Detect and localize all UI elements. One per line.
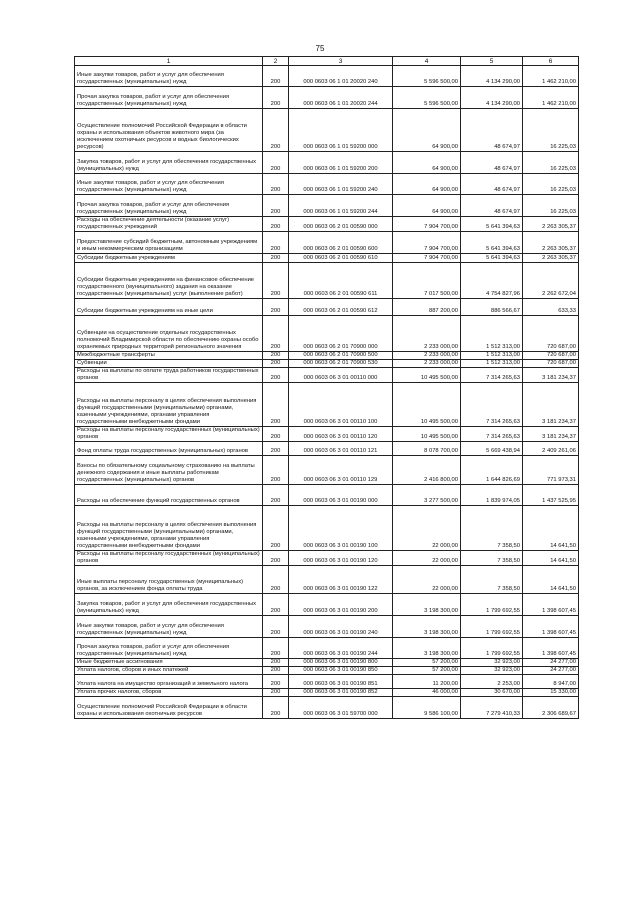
row-budget-code-cell: 000 0603 06 2 01 70900 000	[289, 316, 393, 352]
row-name-cell: Расходы на выплаты персоналу государственных (муниципальных) органов	[75, 427, 263, 442]
row-approved-cell: 10 495 500,00	[393, 427, 461, 442]
row-executed-cell: 7 358,50	[461, 551, 523, 566]
row-line-code-cell: 200	[263, 667, 289, 675]
row-approved-cell: 2 233 000,00	[393, 352, 461, 360]
row-budget-code-cell: 000 0603 06 3 01 00190 122	[289, 566, 393, 594]
row-executed-cell: 4 134 290,00	[461, 87, 523, 109]
row-budget-code-cell: 000 0603 06 3 01 00110 000	[289, 368, 393, 383]
row-name-cell: Расходы на выплаты персоналу в целях обеспечения выполнения функций государственными (муниципальными) органами, казенными учреждениями, органами управления государственными внебюджетными фондами	[75, 383, 263, 427]
table-row	[75, 254, 579, 263]
row-name-cell: Субвенции на осуществление отдельных государственных полномочий Владимирской области по обеспечению охраны особо охраняемых природных территорий регионального значения	[75, 316, 263, 352]
row-approved-cell: 46 000,00	[393, 689, 461, 697]
row-executed-cell: 48 674,97	[461, 152, 523, 174]
row-name-cell: Уплата налога на имущество организаций и земельного налога	[75, 675, 263, 689]
row-executed-cell: 1 839 974,05	[461, 485, 523, 506]
row-executed-cell: 7 358,50	[461, 566, 523, 594]
row-approved-cell: 10 495 500,00	[393, 383, 461, 427]
row-line-code-cell: 200	[263, 659, 289, 667]
row-name-cell: Расходы на выплаты персоналу государственных (муниципальных) органов	[75, 551, 263, 566]
row-name-cell: Расходы на обеспечение функций государственных органов	[75, 485, 263, 506]
table-row	[75, 616, 579, 638]
table-body	[75, 57, 579, 719]
row-budget-code-cell: 000 0603 06 3 01 00110 120	[289, 427, 393, 442]
row-budget-code-cell: 000 0603 06 3 01 00190 851	[289, 675, 393, 689]
row-line-code-cell: 200	[263, 360, 289, 368]
row-budget-code-cell: 000 0603 06 1 01 20020 244	[289, 87, 393, 109]
row-line-code-cell: 200	[263, 616, 289, 638]
header-cell: 2	[263, 57, 289, 66]
row-line-code-cell: 200	[263, 174, 289, 195]
row-line-code-cell: 200	[263, 383, 289, 427]
row-budget-code-cell: 000 0603 06 2 01 00590 610	[289, 254, 393, 263]
table-row	[75, 299, 579, 316]
row-line-code-cell: 200	[263, 66, 289, 87]
row-line-code-cell: 200	[263, 442, 289, 456]
row-unexecuted-cell: 15 330,00	[523, 689, 579, 697]
row-unexecuted-cell: 2 306 689,67	[523, 697, 579, 719]
row-unexecuted-cell: 14 641,50	[523, 506, 579, 551]
table-row	[75, 442, 579, 456]
row-executed-cell: 4 754 827,96	[461, 263, 523, 299]
row-budget-code-cell: 000 0603 06 2 01 00590 600	[289, 232, 393, 254]
table-row	[75, 689, 579, 697]
row-unexecuted-cell: 1 437 525,95	[523, 485, 579, 506]
row-budget-code-cell: 000 0603 06 2 01 00590 612	[289, 299, 393, 316]
row-unexecuted-cell: 720 687,00	[523, 352, 579, 360]
row-unexecuted-cell: 1 398 607,45	[523, 594, 579, 616]
row-budget-code-cell: 000 0603 06 2 01 70900 500	[289, 352, 393, 360]
table-row	[75, 232, 579, 254]
row-executed-cell: 5 669 438,94	[461, 442, 523, 456]
row-line-code-cell: 200	[263, 352, 289, 360]
row-budget-code-cell: 000 0603 06 2 01 00590 000	[289, 217, 393, 232]
row-name-cell: Фонд оплаты труда государственных (муниципальных) органов	[75, 442, 263, 456]
row-name-cell: Предоставление субсидий бюджетным, автономным учреждениям и иным некоммерческим организациям	[75, 232, 263, 254]
row-executed-cell: 1 512 313,00	[461, 360, 523, 368]
row-budget-code-cell: 000 0603 06 3 01 00190 244	[289, 638, 393, 659]
row-budget-code-cell: 000 0603 06 1 01 59200 000	[289, 109, 393, 152]
row-name-cell: Прочая закупка товаров, работ и услуг для обеспечения государственных (муниципальных) нужд	[75, 195, 263, 217]
row-executed-cell: 7 314 265,63	[461, 368, 523, 383]
row-line-code-cell: 200	[263, 263, 289, 299]
row-line-code-cell: 200	[263, 152, 289, 174]
row-approved-cell: 7 904 700,00	[393, 254, 461, 263]
row-line-code-cell: 200	[263, 456, 289, 485]
table-row	[75, 195, 579, 217]
row-name-cell: Иные закупки товаров, работ и услуг для обеспечения государственных (муниципальных) нужд	[75, 616, 263, 638]
row-approved-cell: 3 198 300,00	[393, 594, 461, 616]
row-unexecuted-cell: 720 687,00	[523, 360, 579, 368]
row-approved-cell: 2 233 000,00	[393, 316, 461, 352]
row-executed-cell: 1 512 313,00	[461, 352, 523, 360]
row-name-cell: Осуществление полномочий Российской Федерации в области охраны и использования объектов животного мира (за исключением охотничьих ресурсов и водных биологических ресурсов)	[75, 109, 263, 152]
row-executed-cell: 1 512 313,00	[461, 316, 523, 352]
row-approved-cell: 22 000,00	[393, 506, 461, 551]
table-row	[75, 659, 579, 667]
row-line-code-cell: 200	[263, 368, 289, 383]
row-unexecuted-cell: 2 409 261,06	[523, 442, 579, 456]
table-row	[75, 594, 579, 616]
row-unexecuted-cell: 16 225,03	[523, 195, 579, 217]
row-approved-cell: 8 078 700,00	[393, 442, 461, 456]
row-executed-cell: 1 799 692,55	[461, 616, 523, 638]
row-approved-cell: 64 900,00	[393, 109, 461, 152]
row-budget-code-cell: 000 0603 06 3 01 00190 100	[289, 506, 393, 551]
row-unexecuted-cell: 3 181 234,37	[523, 427, 579, 442]
row-executed-cell: 1 799 692,55	[461, 594, 523, 616]
row-executed-cell: 5 641 394,63	[461, 217, 523, 232]
row-name-cell: Прочая закупка товаров, работ и услуг для обеспечения государственных (муниципальных) нужд	[75, 87, 263, 109]
row-executed-cell: 7 358,50	[461, 506, 523, 551]
row-approved-cell: 7 017 500,00	[393, 263, 461, 299]
row-unexecuted-cell: 14 641,50	[523, 566, 579, 594]
table-row	[75, 152, 579, 174]
row-name-cell: Расходы на обеспечение деятельности (оказание услуг) государственных учреждений	[75, 217, 263, 232]
row-budget-code-cell: 000 0603 06 3 01 00190 200	[289, 594, 393, 616]
table-row	[75, 217, 579, 232]
row-name-cell: Осуществление полномочий Российской Федерации в области охраны и использования охотничьих ресурсов	[75, 697, 263, 719]
header-cell: 3	[289, 57, 393, 66]
row-executed-cell: 4 134 290,00	[461, 66, 523, 87]
row-approved-cell: 3 198 300,00	[393, 638, 461, 659]
table-row	[75, 456, 579, 485]
row-unexecuted-cell: 1 462 210,00	[523, 66, 579, 87]
row-executed-cell: 5 641 394,63	[461, 232, 523, 254]
row-budget-code-cell: 000 0603 06 3 01 00190 850	[289, 667, 393, 675]
table-row	[75, 263, 579, 299]
row-unexecuted-cell: 2 263 305,37	[523, 254, 579, 263]
row-approved-cell: 3 198 300,00	[393, 616, 461, 638]
budget-execution-table	[74, 56, 579, 719]
row-name-cell: Взносы по обязательному социальному страхованию на выплаты денежного содержания и иные выплаты работникам государственных (муниципальных) органов	[75, 456, 263, 485]
row-approved-cell: 5 596 500,00	[393, 87, 461, 109]
table-row	[75, 427, 579, 442]
row-unexecuted-cell: 8 947,00	[523, 675, 579, 689]
row-unexecuted-cell: 633,33	[523, 299, 579, 316]
table-row	[75, 109, 579, 152]
row-unexecuted-cell: 2 262 672,04	[523, 263, 579, 299]
table-row	[75, 352, 579, 360]
row-approved-cell: 22 000,00	[393, 551, 461, 566]
row-approved-cell: 7 904 700,00	[393, 217, 461, 232]
row-unexecuted-cell: 16 225,03	[523, 152, 579, 174]
table-row	[75, 667, 579, 675]
row-budget-code-cell: 000 0603 06 1 01 59200 240	[289, 174, 393, 195]
row-unexecuted-cell: 3 181 234,37	[523, 383, 579, 427]
row-unexecuted-cell: 16 225,03	[523, 109, 579, 152]
row-line-code-cell: 200	[263, 316, 289, 352]
row-name-cell: Иные бюджетные ассигнования	[75, 659, 263, 667]
row-unexecuted-cell: 3 181 234,37	[523, 368, 579, 383]
row-name-cell: Иные закупки товаров, работ и услуг для обеспечения государственных (муниципальных) нужд	[75, 174, 263, 195]
header-cell: 1	[75, 57, 263, 66]
row-line-code-cell: 200	[263, 427, 289, 442]
row-approved-cell: 64 900,00	[393, 174, 461, 195]
row-unexecuted-cell: 14 641,50	[523, 551, 579, 566]
table-row	[75, 675, 579, 689]
row-unexecuted-cell: 771 973,31	[523, 456, 579, 485]
row-line-code-cell: 200	[263, 109, 289, 152]
row-budget-code-cell: 000 0603 06 1 01 59200 200	[289, 152, 393, 174]
row-approved-cell: 57 200,00	[393, 667, 461, 675]
row-executed-cell: 32 923,00	[461, 667, 523, 675]
row-budget-code-cell: 000 0603 06 3 01 00110 129	[289, 456, 393, 485]
row-name-cell: Расходы на выплаты персоналу в целях обеспечения выполнения функций государственными (муниципальными) органами, казенными учреждениями, органами управления государственными внебюджетными фондами	[75, 506, 263, 551]
row-line-code-cell: 200	[263, 485, 289, 506]
row-executed-cell: 2 253,00	[461, 675, 523, 689]
row-line-code-cell: 200	[263, 594, 289, 616]
row-budget-code-cell: 000 0603 06 3 01 00190 000	[289, 485, 393, 506]
row-name-cell: Иные выплаты персоналу государственных (муниципальных) органов, за исключением фонда оплаты труда	[75, 566, 263, 594]
row-approved-cell: 22 000,00	[393, 566, 461, 594]
row-approved-cell: 11 200,00	[393, 675, 461, 689]
row-line-code-cell: 200	[263, 232, 289, 254]
row-budget-code-cell: 000 0603 06 1 01 20020 240	[289, 66, 393, 87]
row-approved-cell: 5 596 500,00	[393, 66, 461, 87]
row-name-cell: Субсидии бюджетным учреждениям на иные цели	[75, 299, 263, 316]
row-budget-code-cell: 000 0603 06 2 01 70900 530	[289, 360, 393, 368]
row-unexecuted-cell: 2 263 305,37	[523, 217, 579, 232]
row-unexecuted-cell: 720 687,00	[523, 316, 579, 352]
row-executed-cell: 48 674,97	[461, 109, 523, 152]
row-approved-cell: 57 200,00	[393, 659, 461, 667]
row-unexecuted-cell: 1 398 607,45	[523, 638, 579, 659]
row-line-code-cell: 200	[263, 566, 289, 594]
row-executed-cell: 30 670,00	[461, 689, 523, 697]
table-row	[75, 566, 579, 594]
row-unexecuted-cell: 1 462 210,00	[523, 87, 579, 109]
row-executed-cell: 1 799 692,55	[461, 638, 523, 659]
table-row	[75, 360, 579, 368]
table-row	[75, 383, 579, 427]
header-cell: 6	[523, 57, 579, 66]
table-row	[75, 66, 579, 87]
row-line-code-cell: 200	[263, 195, 289, 217]
row-name-cell: Закупка товаров, работ и услуг для обеспечения государственных (муниципальных) нужд	[75, 594, 263, 616]
row-executed-cell: 48 674,97	[461, 195, 523, 217]
row-approved-cell: 3 277 500,00	[393, 485, 461, 506]
row-line-code-cell: 200	[263, 689, 289, 697]
row-name-cell: Межбюджетные трансферты	[75, 352, 263, 360]
row-budget-code-cell: 000 0603 06 3 01 00110 121	[289, 442, 393, 456]
row-approved-cell: 887 200,00	[393, 299, 461, 316]
row-unexecuted-cell: 1 398 607,45	[523, 616, 579, 638]
table-row	[75, 551, 579, 566]
row-line-code-cell: 200	[263, 217, 289, 232]
table-row	[75, 174, 579, 195]
row-approved-cell: 7 904 700,00	[393, 232, 461, 254]
header-cell: 5	[461, 57, 523, 66]
row-line-code-cell: 200	[263, 551, 289, 566]
row-approved-cell: 10 495 500,00	[393, 368, 461, 383]
row-budget-code-cell: 000 0603 06 3 01 00190 240	[289, 616, 393, 638]
row-executed-cell: 5 641 394,63	[461, 254, 523, 263]
row-name-cell: Иные закупки товаров, работ и услуг для обеспечения государственных (муниципальных) нужд	[75, 66, 263, 87]
row-executed-cell: 48 674,97	[461, 174, 523, 195]
table-row	[75, 506, 579, 551]
row-unexecuted-cell: 24 277,00	[523, 667, 579, 675]
row-approved-cell: 2 233 000,00	[393, 360, 461, 368]
row-name-cell: Субвенции	[75, 360, 263, 368]
header-cell: 4	[393, 57, 461, 66]
row-budget-code-cell: 000 0603 06 3 01 00190 120	[289, 551, 393, 566]
row-unexecuted-cell: 24 277,00	[523, 659, 579, 667]
row-executed-cell: 7 314 265,63	[461, 427, 523, 442]
row-name-cell: Закупка товаров, работ и услуг для обеспечения государственных (муниципальных) нужд	[75, 152, 263, 174]
row-unexecuted-cell: 16 225,03	[523, 174, 579, 195]
table-row	[75, 485, 579, 506]
row-approved-cell: 64 900,00	[393, 195, 461, 217]
row-approved-cell: 2 416 800,00	[393, 456, 461, 485]
row-name-cell: Субсидии бюджетным учреждениям на финансовое обеспечение государственного (муниципального) задания на оказание государственных (муниципальных) услуг (выполнение работ)	[75, 263, 263, 299]
page-number: 75	[315, 44, 325, 53]
row-executed-cell: 7 279 410,33	[461, 697, 523, 719]
row-budget-code-cell: 000 0603 06 3 01 00110 100	[289, 383, 393, 427]
table-row	[75, 316, 579, 352]
row-approved-cell: 64 900,00	[393, 152, 461, 174]
row-unexecuted-cell: 2 263 305,37	[523, 232, 579, 254]
row-executed-cell: 7 314 265,63	[461, 383, 523, 427]
row-line-code-cell: 200	[263, 254, 289, 263]
table-row	[75, 368, 579, 383]
row-name-cell: Уплата прочих налогов, сборов	[75, 689, 263, 697]
row-executed-cell: 32 923,00	[461, 659, 523, 667]
table-row	[75, 638, 579, 659]
row-budget-code-cell: 000 0603 06 3 01 00190 800	[289, 659, 393, 667]
row-executed-cell: 1 644 826,69	[461, 456, 523, 485]
row-budget-code-cell: 000 0603 06 3 01 00190 852	[289, 689, 393, 697]
row-name-cell: Уплата налогов, сборов и иных платежей	[75, 667, 263, 675]
table-row	[75, 87, 579, 109]
row-name-cell: Прочая закупка товаров, работ и услуг для обеспечения государственных (муниципальных) нужд	[75, 638, 263, 659]
row-line-code-cell: 200	[263, 638, 289, 659]
row-executed-cell: 886 566,67	[461, 299, 523, 316]
row-budget-code-cell: 000 0603 06 1 01 59200 244	[289, 195, 393, 217]
row-line-code-cell: 200	[263, 506, 289, 551]
row-line-code-cell: 200	[263, 299, 289, 316]
row-name-cell: Субсидии бюджетным учреждениям	[75, 254, 263, 263]
row-line-code-cell: 200	[263, 87, 289, 109]
row-line-code-cell: 200	[263, 675, 289, 689]
row-line-code-cell: 200	[263, 697, 289, 719]
row-budget-code-cell: 000 0603 06 2 01 00590 611	[289, 263, 393, 299]
row-budget-code-cell: 000 0603 06 3 01 59700 000	[289, 697, 393, 719]
header-row	[75, 57, 579, 66]
row-name-cell: Расходы на выплаты по оплате труда работников государственных органов	[75, 368, 263, 383]
row-approved-cell: 9 586 100,00	[393, 697, 461, 719]
table-row	[75, 697, 579, 719]
